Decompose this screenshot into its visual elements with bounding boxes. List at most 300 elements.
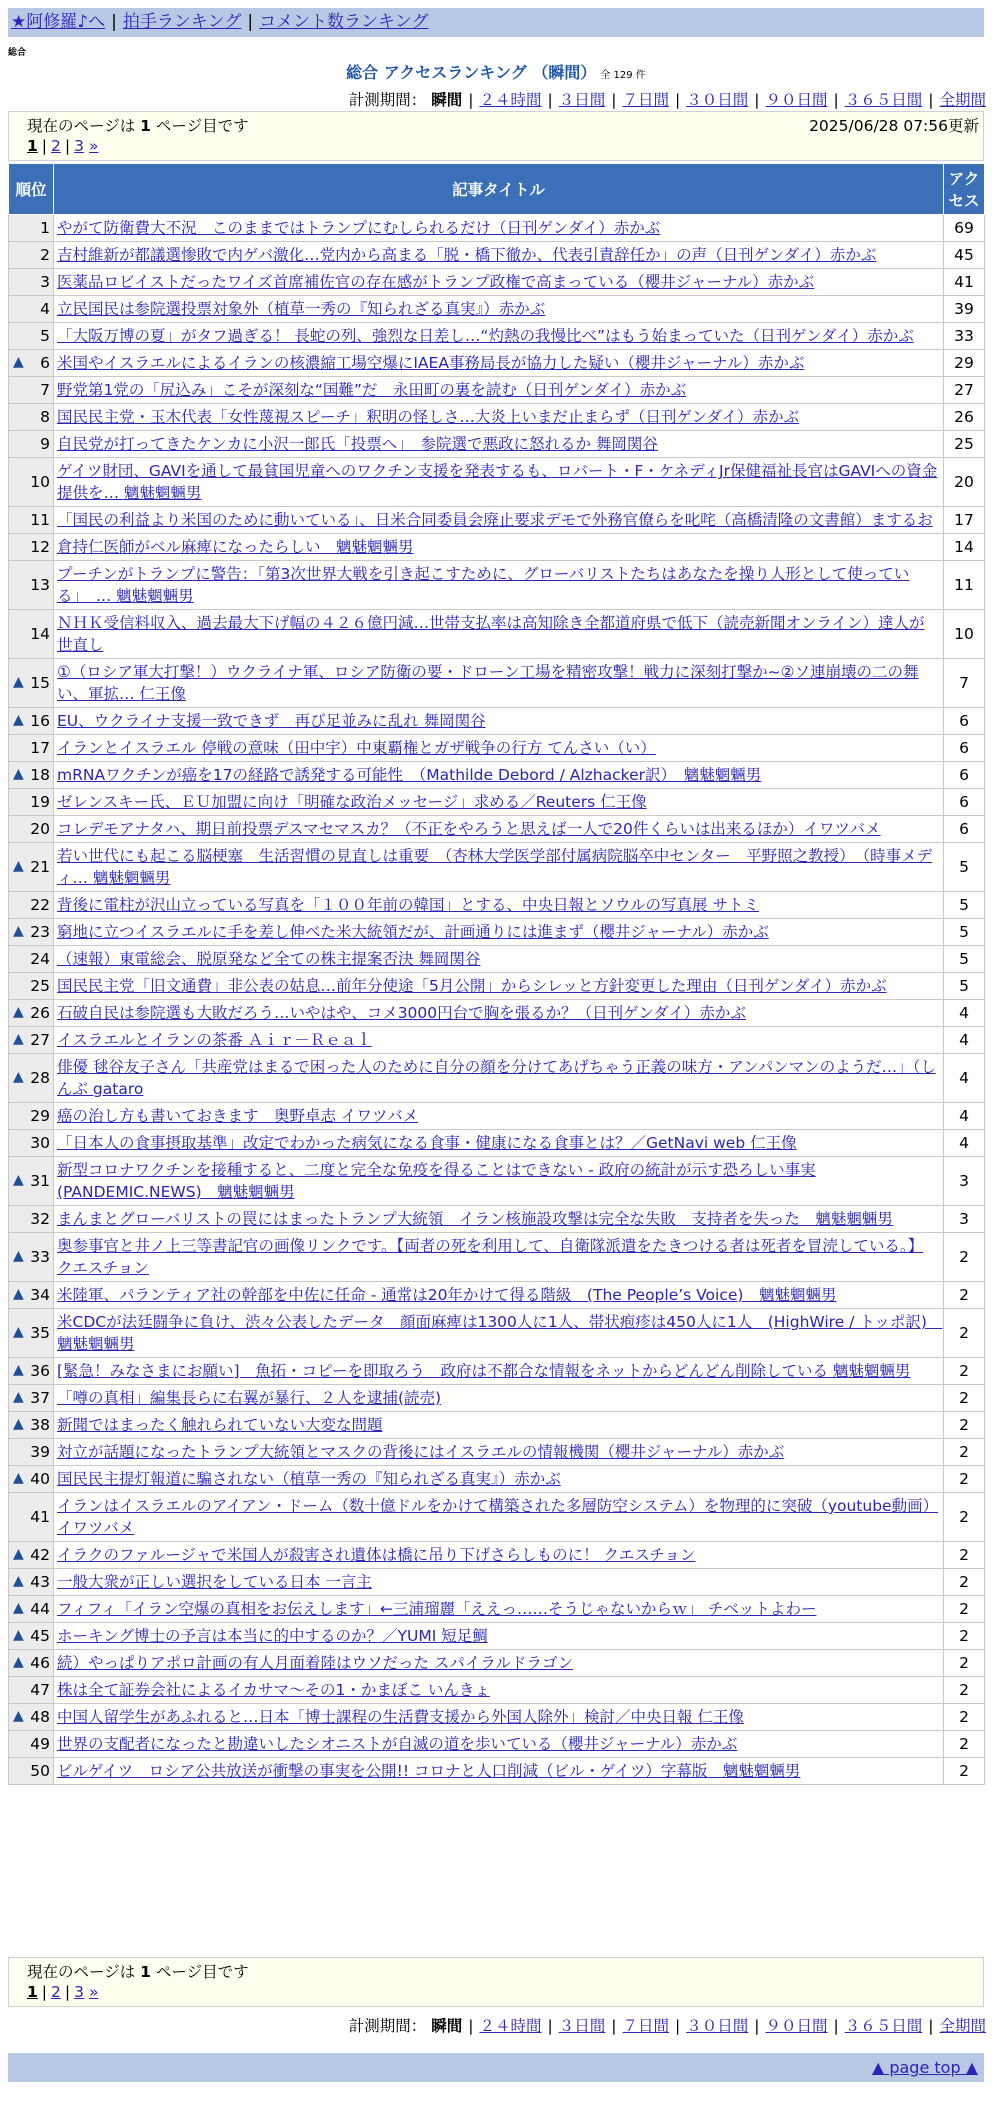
rank-number: 7 [40, 381, 50, 399]
article-link[interactable]: 米陸軍、パランティア社の幹部を中佐に任命 - 通常は20年かけて得る階級 (The People’s Voice) 魑魅魍魎男 [57, 1286, 837, 1304]
article-link[interactable]: 若い世代にも起こる脳梗塞 生活習慣の見直しは重要 （杏林大学医学部付属病院脳卒中センター 平野照之教授） （時事メディ… 魑魅魍魎男 [57, 847, 933, 887]
rank-number: 14 [30, 625, 50, 643]
article-link[interactable]: 新聞ではまったく触れられていない大変な問題 [57, 1416, 383, 1434]
rank-up-icon: ▲ [13, 1248, 24, 1264]
rank-number: 30 [30, 1134, 50, 1152]
title-cell [54, 1130, 944, 1157]
access-count: 2 [944, 1623, 985, 1650]
title-cell [54, 431, 944, 458]
rank-number: 6 [40, 354, 50, 372]
access-count: 25 [944, 431, 985, 458]
rank-number: 37 [30, 1389, 50, 1407]
table-row [9, 269, 985, 296]
rank-up-icon: ▲ [13, 1031, 24, 1047]
article-link[interactable]: 中国人留学生があふれると…日本「博士課程の生活費支援から外国人除外」検討／中央日報 仁王像 [57, 1708, 744, 1726]
rank-number: 49 [30, 1735, 50, 1753]
rank-number: 48 [30, 1708, 50, 1726]
rank-up-icon: ▲ [13, 1708, 24, 1724]
table-row [9, 458, 985, 507]
rank-cell [9, 404, 54, 431]
title-cell [54, 1385, 944, 1412]
rank-cell [9, 946, 54, 973]
rank-number: 47 [30, 1681, 50, 1699]
title-cell [54, 789, 944, 816]
rank-number: 42 [30, 1546, 50, 1564]
article-link[interactable]: 株は全て証券会社によるイカサマ〜その1・かまぼこ いんきょ [57, 1681, 490, 1699]
rank-number: 11 [30, 511, 50, 529]
access-count: 33 [944, 323, 985, 350]
rank-number: 13 [30, 576, 50, 594]
table-row [9, 1758, 985, 1785]
article-link[interactable]: [緊急！みなさまにお願い] 魚拓・コピーを即取ろう 政府は不都合な情報をネットからどんどん削除している 魑魅魍魎男 [57, 1362, 911, 1380]
access-count: 2 [944, 1596, 985, 1623]
rank-up-icon: ▲ [13, 1324, 24, 1340]
rank-up-icon: ▲ [13, 1389, 24, 1405]
article-link[interactable]: 石破自民は参院選も大敗だろう…いやはや、コメ3000円台で胸を張るか？（日刊ゲンダイ）赤かぶ [57, 1004, 746, 1022]
article-link[interactable]: ビルゲイツ ロシア公共放送が衝撃の事実を公開!! コロナと人口削減（ビル・ゲイツ）字幕版 魑魅魍魎男 [57, 1762, 801, 1780]
table-row [9, 431, 985, 458]
rank-cell [9, 458, 54, 507]
article-link[interactable]: 「国民の利益より米国のために動いている」、日米合同委員会廃止要求デモで外務官僚らを叱咤（高橋清隆の文書館）まするお [57, 511, 933, 529]
rank-number: 4 [40, 300, 50, 318]
access-count: 2 [944, 1569, 985, 1596]
article-link[interactable]: 米CDCが法廷闘争に負け、渋々公表したデータ 顔面麻痺は1300人に1人、帯状疱疹は450人に1人 (HighWire / トッポ訳) 魑魅魍魎男 [57, 1313, 943, 1353]
period-selector-top: 計測期間： 瞬間 | ２４時間 | ３日間 | ７日間 | ３０日間 | ９０日間 | ３６５日間 | 全期間 [348, 91, 986, 109]
table-row [9, 1233, 985, 1282]
period-link-24h[interactable]: ２４時間 [479, 91, 542, 109]
period-link-30d[interactable]: ３０日間 [686, 2017, 749, 2035]
rank-cell [9, 1439, 54, 1466]
rank-up-icon: ▲ [13, 1069, 24, 1085]
table-row [9, 242, 985, 269]
rank-number: 24 [30, 950, 50, 968]
rank-cell [9, 892, 54, 919]
title-cell [54, 1596, 944, 1623]
access-count: 11 [944, 561, 985, 610]
article-link[interactable]: 国民民主党・玉木代表「女性蔑視スピーチ」釈明の怪しさ…大炎上いまだ止まらず（日刊ゲンダイ）赤かぶ [57, 408, 800, 426]
access-count: 5 [944, 919, 985, 946]
rank-number: 26 [30, 1004, 50, 1022]
rank-number: 20 [30, 820, 50, 838]
table-row [9, 561, 985, 610]
title-cell [54, 1157, 944, 1206]
title-cell [54, 269, 944, 296]
title-cell [54, 1027, 944, 1054]
rank-cell [9, 659, 54, 708]
title-cell [54, 1000, 944, 1027]
title-cell [54, 1493, 944, 1542]
rank-number: 18 [30, 766, 50, 784]
page-link-3[interactable]: 3 [74, 1983, 85, 2001]
rank-number: 34 [30, 1286, 50, 1304]
nav-link-asyura-home[interactable]: ★阿修羅♪へ [11, 12, 106, 32]
article-link[interactable]: 新型コロナワクチンを接種すると、二度と完全な免疫を得ることはできない - 政府の統計が示す恐ろしい事実 (PANDEMIC.NEWS) 魑魅魍魎男 [57, 1161, 816, 1201]
article-link[interactable]: イランとイスラエル 停戦の意味（田中宇）中東覇権とガザ戦争の行方 てんさい（い） [57, 739, 656, 757]
access-count: 2 [944, 1677, 985, 1704]
rank-number: 40 [30, 1470, 50, 1488]
article-link[interactable]: 立民国民は参院選投票対象外（植草一秀の『知られざる真実』）赤かぶ [57, 300, 546, 318]
title-cell [54, 843, 944, 892]
rank-up-icon: ▲ [13, 1573, 24, 1589]
rank-number: 1 [40, 219, 50, 237]
article-link[interactable]: 倉持仁医師がベル麻痺になったらしい 魑魅魍魎男 [57, 538, 414, 556]
rank-up-icon: ▲ [13, 1627, 24, 1643]
title-cell [54, 946, 944, 973]
rank-number: 9 [40, 435, 50, 453]
access-count: 29 [944, 350, 985, 377]
nav-link-comment-ranking[interactable]: コメント数ランキング [259, 12, 429, 32]
rank-number: 39 [30, 1443, 50, 1461]
article-link[interactable]: ゼレンスキー氏、ＥＵ加盟に向け「明確な政治メッセージ」求める／Reuters 仁王像 [57, 793, 647, 811]
rank-cell [9, 1466, 54, 1493]
access-count: 39 [944, 296, 985, 323]
rank-number: 2 [40, 246, 50, 264]
period-link-90d[interactable]: ９０日間 [765, 2017, 828, 2035]
rank-cell [9, 296, 54, 323]
rank-number: 10 [30, 473, 50, 491]
rank-cell [9, 1157, 54, 1206]
article-link[interactable]: イラクのファルージャで米国人が殺害され遺体は橋に吊り下げさらしものに！ クエスチョン [57, 1546, 696, 1564]
title-cell [54, 1358, 944, 1385]
title-cell [54, 1466, 944, 1493]
rank-number: 17 [30, 739, 50, 757]
access-count: 6 [944, 816, 985, 843]
article-link[interactable]: 世界の支配者になったと勘違いしたシオニストが自滅の道を歩いている（櫻井ジャーナル）赤かぶ [57, 1735, 738, 1753]
period-link-90d[interactable]: ９０日間 [765, 91, 828, 109]
access-count: 2 [944, 1704, 985, 1731]
article-link[interactable]: 自民党が打ってきたケンカに小沢一郎氏「投票へ」 参院選で悪政に怒れるか 舞岡関谷 [57, 435, 658, 453]
period-selector-bottom: 計測期間： 瞬間 | ２４時間 | ３日間 | ７日間 | ３０日間 | ９０日間 | ３６５日間 | 全期間 [348, 2017, 986, 2035]
table-row [9, 1130, 985, 1157]
table-row [9, 1466, 985, 1493]
page-link-current[interactable]: 1 [27, 1983, 38, 2001]
page-link-current[interactable]: 1 [27, 137, 38, 155]
period-link-7d[interactable]: ７日間 [622, 2017, 669, 2035]
article-link[interactable]: 窮地に立つイスラエルに手を差し伸べた米大統領だが、計画通りには進まず（櫻井ジャーナル）赤かぶ [57, 923, 769, 941]
rank-cell [9, 431, 54, 458]
rank-cell [9, 973, 54, 1000]
pager-bottom [8, 1957, 984, 2007]
article-link[interactable]: 背後に電柱が沢山立っている写真を「１００年前の韓国」とする、中央日報とソウルの写真展 サトミ [57, 896, 759, 914]
title-cell [54, 323, 944, 350]
title-cell [54, 215, 944, 242]
header-access: アクセス [944, 164, 985, 215]
table-row [9, 1569, 985, 1596]
rank-number: 27 [30, 1031, 50, 1049]
table-row [9, 843, 985, 892]
page-next-link[interactable]: » [88, 137, 99, 155]
article-link[interactable]: 米国やイスラエルによるイランの核濃縮工場空爆にIAEA事務局長が協力した疑い（櫻井ジャーナル）赤かぶ [57, 354, 805, 372]
access-count: 4 [944, 1054, 985, 1103]
access-count: 2 [944, 1493, 985, 1542]
page-link-3[interactable]: 3 [74, 137, 85, 155]
rank-cell [9, 242, 54, 269]
title-cell [54, 1677, 944, 1704]
table-row [9, 377, 985, 404]
rank-cell [9, 507, 54, 534]
page-link-2[interactable]: 2 [51, 1983, 61, 2001]
title-cell [54, 296, 944, 323]
article-link[interactable]: イスラエルとイランの茶番 Ａｉｒ－Ｒｅａｌ [57, 1031, 372, 1049]
table-row [9, 323, 985, 350]
access-count: 2 [944, 1282, 985, 1309]
rank-number: 19 [30, 793, 50, 811]
rank-cell [9, 1103, 54, 1130]
access-count: 10 [944, 610, 985, 659]
access-count: 2 [944, 1731, 985, 1758]
table-row [9, 350, 985, 377]
rank-cell [9, 1677, 54, 1704]
article-link[interactable]: 「大阪万博の夏」がタフ過ぎる！ 長蛇の列、強烈な日差し…“灼熱の我慢比べ”はもう始まっていた（日刊ゲンダイ）赤かぶ [57, 327, 914, 345]
article-link[interactable]: mRNAワクチンが癌を17の経路で誘発する可能性 （Mathilde Debord / Alzhacker訳） 魑魅魍魎男 [57, 766, 762, 784]
article-link[interactable]: まんまとグローバリストの罠にはまったトランプ大統領 イラン核施設攻撃は完全な失敗 支持者を失った 魑魅魍魎男 [57, 1210, 893, 1228]
rank-cell [9, 1704, 54, 1731]
rank-cell [9, 1596, 54, 1623]
article-link[interactable]: ①（ロシア軍大打撃！）ウクライナ軍、ロシア防衛の要・ドローン工場を精密攻撃！戦力に深刻打撃か~②ソ連崩壊の二の舞い、軍拡… 仁王像 [57, 663, 919, 703]
pagination: 1 | 2 | 3 » [27, 1983, 99, 2001]
rank-cell [9, 323, 54, 350]
pager-top [8, 111, 984, 161]
table-row [9, 659, 985, 708]
article-link[interactable]: プーチンがトランプに警告：「第3次世界大戦を引き起こすために、グローバリストたちはあなたを操り人形として使っている」 … 魑魅魍魎男 [57, 565, 910, 605]
article-link[interactable]: コレデモアナタハ、期日前投票デスマセマスカ？（不正をやろうと思えば一人で20件くらいは出来るほか）イワツバメ [57, 820, 881, 838]
access-count: 6 [944, 735, 985, 762]
access-count: 5 [944, 892, 985, 919]
period-label: 計測期間： [348, 2017, 427, 2035]
rank-cell [9, 1233, 54, 1282]
rank-number: 29 [30, 1107, 50, 1125]
rank-cell [9, 1493, 54, 1542]
article-link[interactable]: 「日本人の食事摂取基準」改定でわかった病気になる食事・健康になる食事とは？／GetNavi web 仁王像 [57, 1134, 797, 1152]
article-link[interactable]: フィフィ「イラン空爆の真相をお伝えします」←三浦瑠麗「ええっ……そうじゃないからｗ」 チベットよわー [57, 1600, 817, 1618]
article-link[interactable]: 医薬品ロビイストだったワイズ首席補佐官の存在感がトランプ政権で高まっている（櫻井ジャーナル）赤かぶ [57, 273, 815, 291]
access-count: 5 [944, 973, 985, 1000]
rank-up-icon: ▲ [13, 1600, 24, 1616]
table-row [9, 1623, 985, 1650]
rank-cell [9, 789, 54, 816]
rank-number: 50 [30, 1762, 50, 1780]
access-count: 2 [944, 1358, 985, 1385]
article-link[interactable]: 対立が話題になったトランプ大統領とマスクの背後にはイスラエルの情報機関（櫻井ジャーナル）赤かぶ [57, 1443, 785, 1461]
title-cell [54, 1412, 944, 1439]
nav-separator: | [111, 12, 117, 32]
rank-cell [9, 1569, 54, 1596]
rank-cell [9, 1412, 54, 1439]
table-row [9, 708, 985, 735]
table-row [9, 1596, 985, 1623]
table-row [9, 1282, 985, 1309]
period-link-all[interactable]: 全期間 [939, 2017, 986, 2035]
rank-up-icon: ▲ [13, 766, 24, 782]
rank-number: 45 [30, 1627, 50, 1645]
article-link[interactable]: （速報）東電総会、脱原発など全ての株主提案否決 舞岡関谷 [57, 950, 481, 968]
title-cell [54, 242, 944, 269]
period-link-365d[interactable]: ３６５日間 [844, 91, 923, 109]
rank-cell [9, 1282, 54, 1309]
title-cell [54, 1206, 944, 1233]
ranking-heading [0, 60, 992, 83]
rank-cell [9, 1542, 54, 1569]
header-rank: 順位 [9, 164, 54, 215]
nav-separator: | [247, 12, 254, 32]
title-cell [54, 377, 944, 404]
rank-number: 8 [40, 408, 50, 426]
header-title: 記事タイトル [54, 164, 944, 215]
rank-cell [9, 1358, 54, 1385]
table-row [9, 1358, 985, 1385]
title-cell [54, 561, 944, 610]
period-link-3d[interactable]: ３日間 [558, 2017, 606, 2035]
rank-cell [9, 708, 54, 735]
access-count: 2 [944, 1385, 985, 1412]
rank-up-icon: ▲ [13, 712, 24, 728]
access-count: 69 [944, 215, 985, 242]
rank-cell [9, 1385, 54, 1412]
rank-number: 36 [30, 1362, 50, 1380]
article-link[interactable]: やがて防衛費大不況 このままではトランプにむしられるだけ（日刊ゲンダイ）赤かぶ [57, 219, 661, 237]
period-current: 瞬間 [431, 91, 463, 109]
table-row [9, 1027, 985, 1054]
nav-link-clap-ranking[interactable]: 拍手ランキング [122, 12, 242, 32]
rank-number: 33 [30, 1248, 50, 1266]
access-count: 2 [944, 1439, 985, 1466]
pagination: 1 | 2 | 3 » [27, 137, 99, 155]
rank-cell [9, 269, 54, 296]
title-cell [54, 973, 944, 1000]
access-count: 2 [944, 1542, 985, 1569]
table-row [9, 1103, 985, 1130]
title-cell [54, 1439, 944, 1466]
rank-number: 22 [30, 896, 50, 914]
rank-up-icon: ▲ [13, 1004, 24, 1020]
page-title: 総合 アクセスランキング （瞬間） [346, 63, 597, 82]
article-link[interactable]: 癌の治し方も書いておきます 奥野卓志 イワツバメ [57, 1107, 419, 1125]
rank-number: 15 [30, 674, 50, 692]
page-info: 現在のページは 1 ページ目です [27, 1963, 249, 1981]
access-count: 5 [944, 843, 985, 892]
table-row [9, 610, 985, 659]
title-cell [54, 1054, 944, 1103]
table-row [9, 1054, 985, 1103]
access-count: 2 [944, 1233, 985, 1282]
article-link[interactable]: 野党第1党の「尻込み」こそが深刻な“国難”だ 永田町の裏を読む（日刊ゲンダイ）赤かぶ [57, 381, 687, 399]
access-count: 3 [944, 1206, 985, 1233]
article-link[interactable]: イランはイスラエルのアイアン・ドーム（数十億ドルをかけて構築された多層防空システム）を物理的に突破（youtube動画）イワツバメ [57, 1497, 939, 1537]
table-row [9, 789, 985, 816]
article-link[interactable]: 国民民主提灯報道に騙されない（植草一秀の『知られざる真実』）赤かぶ [57, 1470, 561, 1488]
table-row [9, 215, 985, 242]
period-link-365d[interactable]: ３６５日間 [844, 2017, 923, 2035]
access-count: 6 [944, 762, 985, 789]
table-row [9, 946, 985, 973]
rank-number: 38 [30, 1416, 50, 1434]
article-link[interactable]: ゲイツ財団、GAVIを通して最貧国児童へのワクチン支援を発表するも、ロバート・F・ケネディJr保健福祉長官はGAVIへの資金提供を… 魑魅魍魎男 [57, 462, 938, 502]
table-row [9, 534, 985, 561]
rank-number: 12 [30, 538, 50, 556]
rank-up-icon: ▲ [13, 923, 24, 939]
title-cell [54, 534, 944, 561]
rank-cell [9, 1623, 54, 1650]
table-row [9, 919, 985, 946]
rank-cell [9, 215, 54, 242]
article-link[interactable]: 俳優 毬谷友子さん「共産党はまるで困った人のために自分の顔を分けてあげちゃう正義の味方・アンパンマンのようだ…」（しんぶ gataro [57, 1058, 936, 1098]
period-link-30d[interactable]: ３０日間 [686, 91, 749, 109]
updated-timestamp: 2025/06/28 07:56更新 [809, 117, 979, 135]
rank-cell [9, 1000, 54, 1027]
access-count: 20 [944, 458, 985, 507]
rank-cell [9, 1758, 54, 1785]
access-count: 45 [944, 242, 985, 269]
category-label: 総合 [8, 48, 27, 58]
article-link[interactable]: 吉村維新が都議選惨敗で内ゲバ激化…党内から高まる「脱・橋下徹か、代表引責辞任か」の声（日刊ゲンダイ）赤かぶ [57, 246, 877, 264]
period-link-all[interactable]: 全期間 [939, 91, 986, 109]
rank-cell [9, 1130, 54, 1157]
access-count: 6 [944, 789, 985, 816]
title-cell [54, 458, 944, 507]
title-cell [54, 350, 944, 377]
article-link[interactable]: 国民民主党「旧文通費」非公表の姑息…前年分使途「5月公開」からシレッと方針変更した理由（日刊ゲンダイ）赤かぶ [57, 977, 887, 995]
rank-cell [9, 534, 54, 561]
rank-cell [9, 762, 54, 789]
table-row [9, 892, 985, 919]
rank-cell [9, 561, 54, 610]
access-count: 2 [944, 1309, 985, 1358]
table-row [9, 1542, 985, 1569]
rank-cell [9, 735, 54, 762]
article-link[interactable]: 続）やっぱりアポロ計画の有人月面着陸はウソだった スパイラルドラゴン [57, 1654, 573, 1672]
access-count: 27 [944, 377, 985, 404]
article-link[interactable]: 「噂の真相」編集長らに右翼が暴行、２人を逮捕(読売) [57, 1389, 442, 1407]
page-link-2[interactable]: 2 [51, 137, 61, 155]
rank-number: 3 [40, 273, 50, 291]
table-row [9, 507, 985, 534]
period-current: 瞬間 [431, 2017, 463, 2035]
rank-up-icon: ▲ [13, 1286, 24, 1302]
table-row [9, 1677, 985, 1704]
article-link[interactable]: 一般大衆が正しい選択をしている日本 一言主 [57, 1573, 372, 1591]
article-link[interactable]: EU、ウクライナ支援一致できず 再び足並みに乱れ 舞岡関谷 [57, 712, 486, 730]
period-link-3d[interactable]: ３日間 [558, 91, 606, 109]
rank-number: 43 [30, 1573, 50, 1591]
article-link[interactable]: ホーキング博士の予言は本当に的中するのか？／YUMI 短足鯛 [57, 1627, 488, 1645]
title-cell [54, 892, 944, 919]
period-link-7d[interactable]: ７日間 [622, 91, 669, 109]
title-cell [54, 1758, 944, 1785]
article-link[interactable]: ＮＨＫ受信料収入、過去最大下げ幅の４２６億円減…世帯支払率は高知除き全都道府県で低下（読売新聞オンライン）達人が世直し [57, 614, 925, 654]
page-top-link[interactable]: ▲ page top ▲ [871, 2058, 978, 2077]
rank-cell [9, 919, 54, 946]
rank-number: 23 [30, 923, 50, 941]
rank-up-icon: ▲ [13, 354, 24, 370]
period-link-24h[interactable]: ２４時間 [479, 2017, 542, 2035]
rank-up-icon: ▲ [13, 1654, 24, 1670]
title-cell [54, 507, 944, 534]
rank-cell [9, 350, 54, 377]
rank-cell [9, 1027, 54, 1054]
title-cell [54, 1309, 944, 1358]
title-cell [54, 762, 944, 789]
title-cell [54, 816, 944, 843]
page-next-link[interactable]: » [88, 1983, 99, 2001]
title-cell [54, 1731, 944, 1758]
article-link[interactable]: 奥参事官と井ノ上三等書記官の画像リンクです。【両者の死を利用して、自衛隊派遣をたきつける者は死者を冒涜している。】 クエスチョン [57, 1237, 924, 1277]
table-row [9, 1650, 985, 1677]
title-cell [54, 1623, 944, 1650]
access-count: 4 [944, 1103, 985, 1130]
access-count: 4 [944, 1130, 985, 1157]
table-row [9, 1206, 985, 1233]
access-count: 26 [944, 404, 985, 431]
